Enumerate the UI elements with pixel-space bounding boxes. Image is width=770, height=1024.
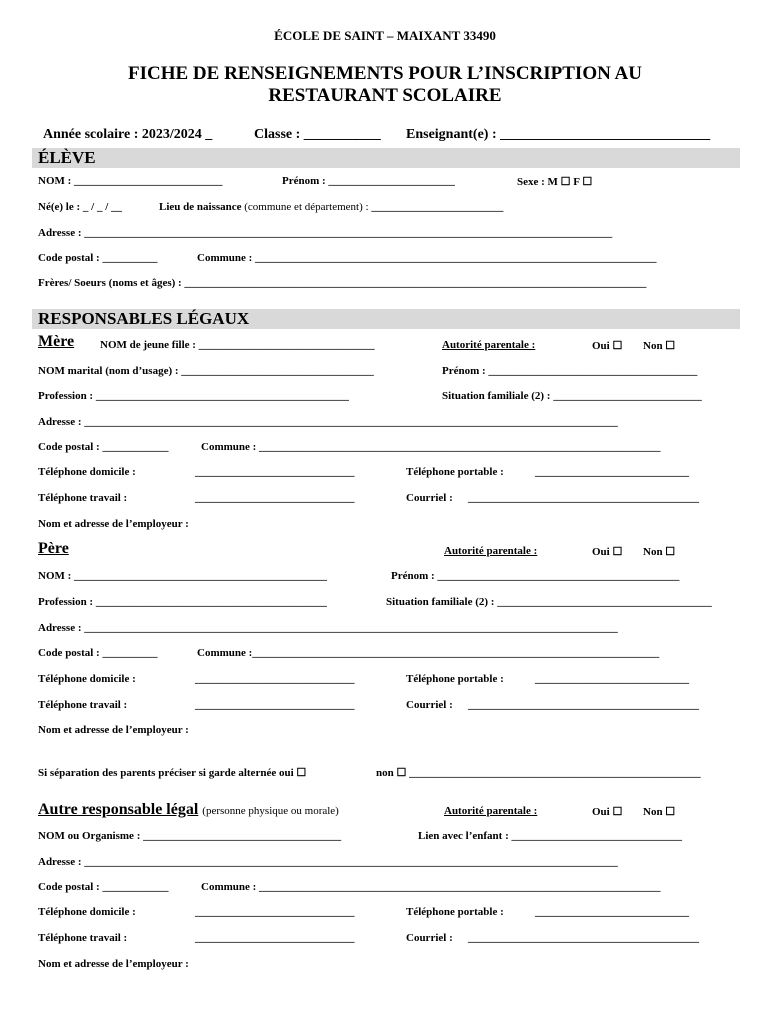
autre-tel-portable-label: Téléphone portable : xyxy=(406,906,504,918)
mere-autorite-non-checkbox[interactable]: Non ☐ xyxy=(643,340,676,352)
mere-situation-field[interactable]: Situation familiale (2) : ___________________________ xyxy=(442,390,702,402)
autre-employeur-label: Nom et adresse de l’employeur : xyxy=(38,958,189,970)
pere-situation-field[interactable]: Situation familiale (2) : _______________________________________ xyxy=(386,596,712,608)
mere-tel-portable-field[interactable]: ____________________________ xyxy=(535,466,689,478)
responsables-heading: RESPONSABLES LÉGAUX xyxy=(38,309,250,328)
mere-code-postal-field[interactable]: Code postal : ____________ xyxy=(38,441,169,453)
mere-employeur-label: Nom et adresse de l’employeur : xyxy=(38,518,189,530)
mere-courriel-label: Courriel : xyxy=(406,492,453,504)
autre-tel-domicile-field[interactable]: _____________________________ xyxy=(195,906,355,918)
pere-title: Père xyxy=(38,540,69,557)
pere-tel-portable-label: Téléphone portable : xyxy=(406,673,504,685)
eleve-birthplace-field[interactable] xyxy=(159,201,503,213)
title-line-1: FICHE DE RENSEIGNEMENTS POUR L’INSCRIPTION AU xyxy=(128,63,642,84)
eleve-commune-field[interactable]: Commune : _________________________________________________________________________ xyxy=(197,252,657,264)
autre-adresse-field[interactable]: Adresse : _________________________________________________________________________________________________ xyxy=(38,856,618,868)
autre-tel-portable-field[interactable]: ____________________________ xyxy=(535,906,689,918)
mere-tel-travail-field[interactable]: _____________________________ xyxy=(195,492,355,504)
eleve-nom-field[interactable]: NOM : ___________________________ xyxy=(38,175,223,187)
pere-code-postal-field[interactable]: Code postal : __________ xyxy=(38,647,158,659)
pere-autorite-label: Autorité parentale : xyxy=(444,545,538,557)
autre-hint: (personne physique ou morale) xyxy=(202,805,339,817)
eleve-section-bar xyxy=(32,148,740,168)
eleve-heading: ÉLÈVE xyxy=(38,148,96,167)
pere-autorite-non-checkbox[interactable]: Non ☐ xyxy=(643,546,676,558)
pere-tel-domicile-label: Téléphone domicile : xyxy=(38,673,136,685)
pere-autorite-oui-checkbox[interactable]: Oui ☐ xyxy=(592,546,623,558)
autre-autorite-oui-checkbox[interactable]: Oui ☐ xyxy=(592,806,623,818)
autre-autorite-label: Autorité parentale : xyxy=(444,805,538,817)
class-field[interactable]: Classe : ___________ xyxy=(254,127,381,142)
pere-courriel-label: Courriel : xyxy=(406,699,453,711)
eleve-prenom-field[interactable]: Prénom : _______________________ xyxy=(282,175,455,187)
mere-nom-jeune-fille-field[interactable]: NOM de jeune fille : ________________________________ xyxy=(100,339,375,351)
pere-courriel-field[interactable]: __________________________________________ xyxy=(468,699,699,711)
eleve-adresse-field[interactable]: Adresse : ________________________________________________________________________________________________ xyxy=(38,227,613,239)
autre-title-group xyxy=(38,801,339,819)
pere-commune-field[interactable]: Commune :__________________________________________________________________________ xyxy=(197,647,660,659)
eleve-birthdate-field[interactable]: Né(e) le : _ / _ / __ xyxy=(38,201,122,213)
birthplace-label: Lieu de naissance xyxy=(159,201,242,213)
pere-employeur-label: Nom et adresse de l’employeur : xyxy=(38,724,189,736)
pere-tel-domicile-field[interactable]: _____________________________ xyxy=(195,673,355,685)
mere-commune-field[interactable]: Commune : _________________________________________________________________________ xyxy=(201,441,661,453)
mere-tel-portable-label: Téléphone portable : xyxy=(406,466,504,478)
mere-courriel-field[interactable]: __________________________________________ xyxy=(468,492,699,504)
pere-tel-travail-label: Téléphone travail : xyxy=(38,699,128,711)
autre-commune-field[interactable]: Commune : _________________________________________________________________________ xyxy=(201,881,661,893)
mere-adresse-field[interactable]: Adresse : _________________________________________________________________________________________________ xyxy=(38,416,618,428)
mere-tel-domicile-field[interactable]: _____________________________ xyxy=(195,466,355,478)
mere-profession-field[interactable]: Profession : ______________________________________________ xyxy=(38,390,349,402)
autre-nom-field[interactable]: NOM ou Organisme : ____________________________________ xyxy=(38,830,342,842)
mere-tel-domicile-label: Téléphone domicile : xyxy=(38,466,136,478)
autre-code-postal-field[interactable]: Code postal : ____________ xyxy=(38,881,169,893)
birthplace-line: ________________________ xyxy=(371,201,504,213)
pere-tel-portable-field[interactable]: ____________________________ xyxy=(535,673,689,685)
autre-lien-field[interactable]: Lien avec l’enfant : _______________________________ xyxy=(418,830,682,842)
autre-courriel-label: Courriel : xyxy=(406,932,453,944)
mere-autorite-label: Autorité parentale : xyxy=(442,339,536,351)
autre-tel-travail-field[interactable]: _____________________________ xyxy=(195,932,355,944)
teacher-field[interactable]: Enseignant(e) : ______________________________ xyxy=(406,127,711,142)
pere-adresse-field[interactable]: Adresse : _________________________________________________________________________________________________ xyxy=(38,622,618,634)
school-year[interactable]: Année scolaire : 2023/2024 _ xyxy=(43,127,213,142)
eleve-code-postal-field[interactable]: Code postal : __________ xyxy=(38,252,158,264)
autre-autorite-non-checkbox[interactable]: Non ☐ xyxy=(643,806,676,818)
pere-profession-field[interactable]: Profession : __________________________________________ xyxy=(38,596,327,608)
mere-title: Mère xyxy=(38,333,75,350)
eleve-sexe-field[interactable]: Sexe : M ☐ F ☐ xyxy=(517,176,593,188)
mere-tel-travail-label: Téléphone travail : xyxy=(38,492,128,504)
autre-tel-travail-label: Téléphone travail : xyxy=(38,932,128,944)
eleve-freres-field[interactable]: Frères/ Soeurs (noms et âges) : ____________________________________________________________________________________ xyxy=(38,277,647,289)
autre-tel-domicile-label: Téléphone domicile : xyxy=(38,906,136,918)
mere-nom-marital-field[interactable]: NOM marital (nom d’usage) : ___________________________________ xyxy=(38,365,374,377)
autre-title: Autre responsable légal xyxy=(38,801,199,818)
title-line-2: RESTAURANT SCOLAIRE xyxy=(268,85,502,106)
separation-oui-checkbox[interactable]: Si séparation des parents préciser si garde alternée oui ☐ xyxy=(38,767,307,779)
pere-prenom-field[interactable]: Prénom : ____________________________________________ xyxy=(391,570,680,582)
school-name: ÉCOLE DE SAINT – MAIXANT 33490 xyxy=(274,28,496,43)
pere-tel-travail-field[interactable]: _____________________________ xyxy=(195,699,355,711)
birthplace-hint: (commune et département) : xyxy=(244,201,369,213)
mere-autorite-oui-checkbox[interactable]: Oui ☐ xyxy=(592,340,623,352)
autre-courriel-field[interactable]: __________________________________________ xyxy=(468,932,699,944)
mere-prenom-field[interactable]: Prénom : ______________________________________ xyxy=(442,365,698,377)
pere-nom-field[interactable]: NOM : ______________________________________________ xyxy=(38,570,328,582)
separation-non-checkbox[interactable]: non ☐ _____________________________________________________ xyxy=(376,767,701,779)
